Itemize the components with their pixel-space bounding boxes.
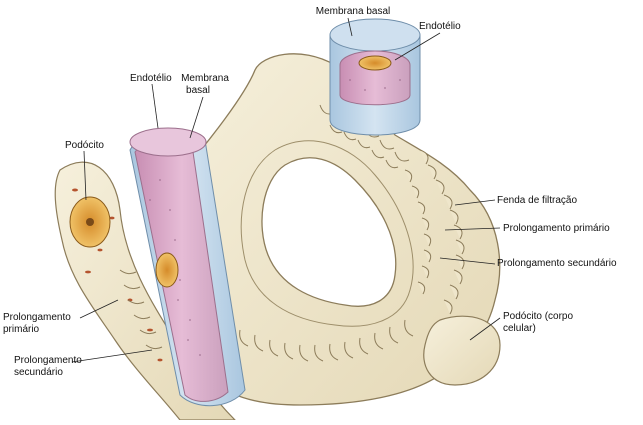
label-podocito-left: Podócito xyxy=(65,140,104,151)
top-capillary-nucleus xyxy=(359,56,391,70)
label-prolongamento-secundario-left-line2: secundário xyxy=(14,367,63,378)
label-prolongamento-secundario-right: Prolongamento secundário xyxy=(497,258,617,269)
label-membrana-basal-top: Membrana basal xyxy=(315,6,391,17)
label-prolongamento-secundario-left-line1: Prolongamento xyxy=(14,355,82,366)
label-fenda-de-filtracao: Fenda de filtração xyxy=(497,195,578,206)
label-membrana-basal-left-line2: basal xyxy=(186,85,210,96)
label-prolongamento-primario-left-line1: Prolongamento xyxy=(3,312,71,323)
label-prolongamento-primario-left-line2: primário xyxy=(3,324,40,335)
label-podocito-corpo-line1: Podócito (corpo xyxy=(503,311,574,322)
label-endotelio-top: Endotélio xyxy=(419,21,461,32)
label-prolongamento-primario-right: Prolongamento primário xyxy=(503,223,610,234)
label-membrana-basal-left-line1: Membrana xyxy=(181,73,229,84)
left-podocyte-nucleus xyxy=(70,197,110,247)
left-capillary-nucleus xyxy=(156,253,178,287)
top-capillary xyxy=(330,19,420,135)
label-endotelio-left: Endotélio xyxy=(130,73,172,84)
label-podocito-corpo-line2: celular) xyxy=(503,323,536,334)
